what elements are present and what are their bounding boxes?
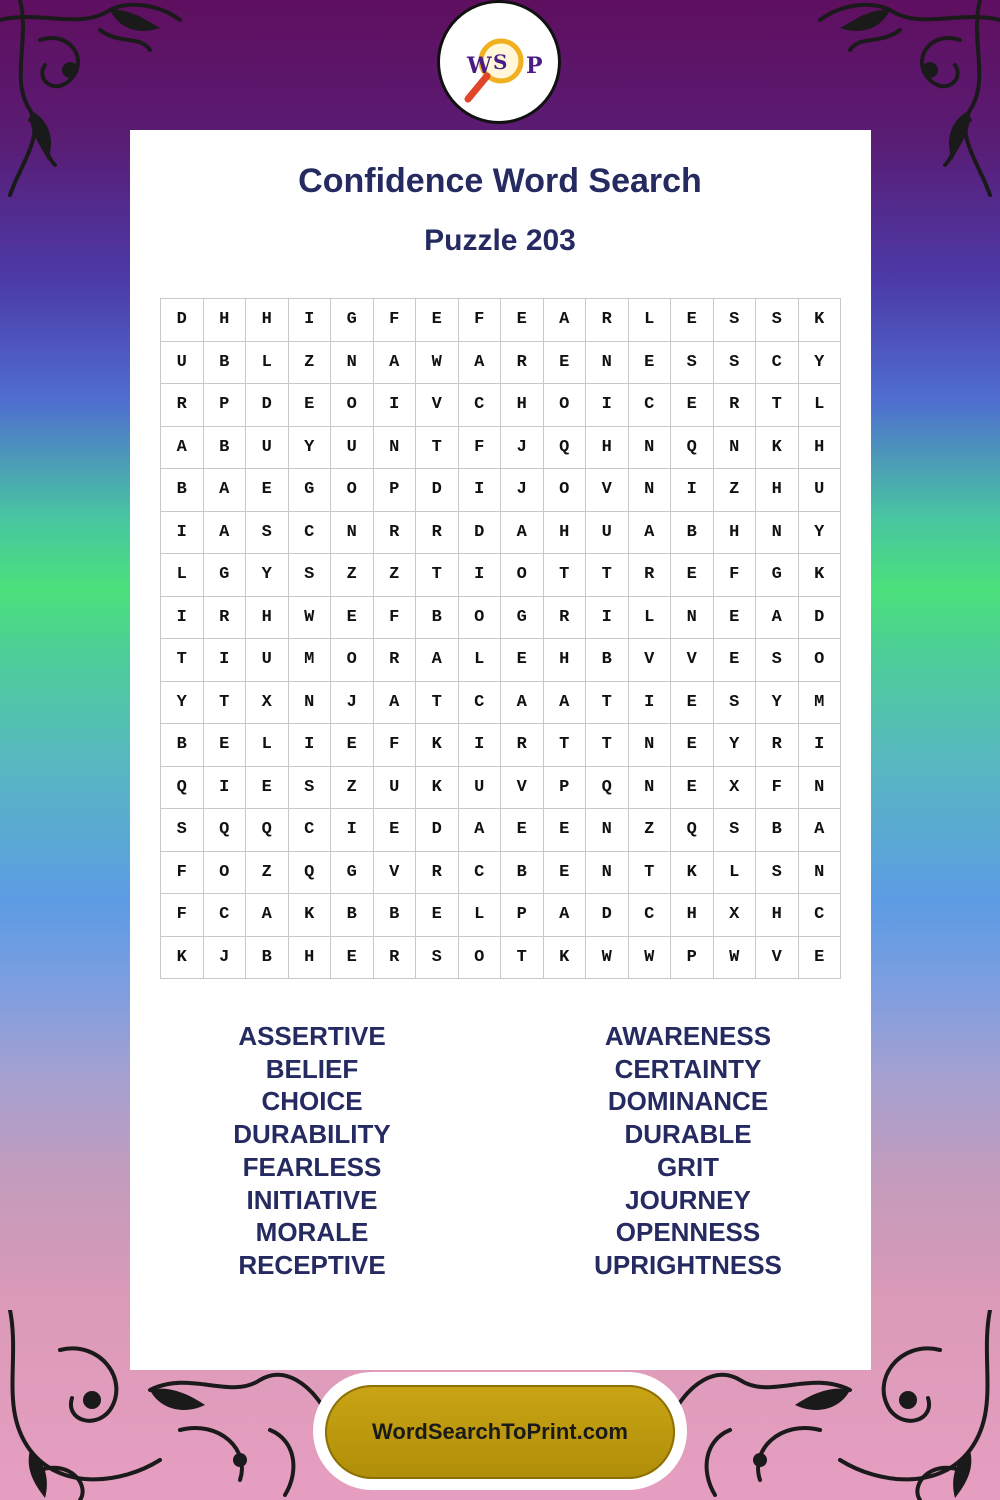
grid-cell: V [756,936,799,979]
grid-cell: N [331,341,374,384]
grid-cell: K [416,766,459,809]
grid-cell: N [373,426,416,469]
grid-cell: V [373,851,416,894]
grid-row [161,681,841,724]
grid-cell: E [203,724,246,767]
grid-cell: E [671,299,714,342]
grid-cell: B [671,511,714,554]
grid-row [161,554,841,597]
grid-cell: N [586,809,629,852]
grid-cell: F [373,724,416,767]
grid-cell: H [543,639,586,682]
grid-cell: Z [628,809,671,852]
grid-cell: T [203,681,246,724]
grid-row [161,469,841,512]
grid-cell: E [671,554,714,597]
grid-row [161,299,841,342]
word-list-item: CERTAINTY [614,1053,762,1084]
grid-cell: I [798,724,841,767]
grid-cell: R [416,851,459,894]
grid-cell: K [288,894,331,937]
grid-cell: O [543,469,586,512]
grid-row [161,426,841,469]
grid-cell: E [501,809,544,852]
word-list-item: AWARENESS [604,1021,772,1051]
grid-cell: I [586,596,629,639]
grid-cell: U [458,766,501,809]
grid-cell: L [458,894,501,937]
grid-cell: A [161,426,204,469]
grid-cell: H [671,894,714,937]
grid-cell: J [331,681,374,724]
grid-cell: E [543,851,586,894]
grid-cell: H [798,426,841,469]
grid-cell: A [798,809,841,852]
grid-cell: Y [288,426,331,469]
grid-cell: U [798,469,841,512]
grid-cell: Q [161,766,204,809]
grid-cell: C [458,681,501,724]
grid-cell: B [161,724,204,767]
grid-cell: Q [288,851,331,894]
word-list-item: GRIT [656,1151,720,1182]
grid-cell: R [501,724,544,767]
grid-cell: R [416,511,459,554]
grid-cell: L [628,299,671,342]
grid-cell: G [756,554,799,597]
grid-cell: A [416,639,459,682]
grid-cell: A [756,596,799,639]
grid-cell: R [628,554,671,597]
grid-cell: S [416,936,459,979]
grid-cell: E [671,681,714,724]
grid-cell: B [161,469,204,512]
grid-cell: S [671,341,714,384]
grid-cell: T [586,681,629,724]
grid-cell: T [501,936,544,979]
grid-cell: Q [543,426,586,469]
grid-cell: V [416,384,459,427]
grid-cell: E [798,936,841,979]
grid-cell: S [161,809,204,852]
grid-cell: P [203,384,246,427]
grid-row [161,851,841,894]
grid-cell: O [798,639,841,682]
grid-cell: I [671,469,714,512]
grid-cell: Z [331,554,374,597]
grid-cell: C [458,384,501,427]
grid-cell: S [756,639,799,682]
grid-cell: Z [246,851,289,894]
grid-cell: S [713,681,756,724]
grid-cell: S [713,299,756,342]
grid-cell: Y [161,681,204,724]
grid-cell: R [161,384,204,427]
grid-cell: B [586,639,629,682]
grid-cell: X [713,766,756,809]
grid-cell: H [756,469,799,512]
grid-cell: H [288,936,331,979]
grid-cell: R [713,384,756,427]
grid-cell: Y [713,724,756,767]
grid-cell: E [331,724,374,767]
grid-cell: O [203,851,246,894]
grid-cell: B [203,426,246,469]
grid-cell: E [543,341,586,384]
grid-cell: Y [798,341,841,384]
site-link[interactable]: WordSearchToPrint.com [325,1385,675,1479]
grid-cell: T [543,724,586,767]
grid-cell: H [543,511,586,554]
grid-cell: H [203,299,246,342]
grid-cell: C [288,809,331,852]
word-list-item: ASSERTIVE [238,1021,386,1051]
grid-cell: R [586,299,629,342]
logo-letter-w: W [467,53,492,79]
grid-cell: O [331,384,374,427]
word-list-right [538,1020,838,1282]
grid-cell: L [798,384,841,427]
grid-cell: K [161,936,204,979]
word-list-item: MORALE [255,1217,369,1248]
word-list-item: JOURNEY [625,1184,751,1215]
grid-cell: T [586,554,629,597]
grid-cell: I [161,511,204,554]
grid-cell: C [288,511,331,554]
grid-cell: F [458,299,501,342]
grid-cell: S [756,299,799,342]
grid-cell: B [331,894,374,937]
grid-cell: E [713,596,756,639]
word-list-item: DURABILITY [233,1119,391,1150]
grid-cell: M [288,639,331,682]
grid-cell: B [246,936,289,979]
grid-cell: C [203,894,246,937]
grid-cell: E [288,384,331,427]
grid-cell: K [416,724,459,767]
grid-cell: A [543,299,586,342]
grid-cell: W [586,936,629,979]
grid-cell: A [246,894,289,937]
word-list-item: RECEPTIVE [238,1249,386,1280]
grid-cell: H [246,596,289,639]
grid-cell: H [246,299,289,342]
word-list-item: UPRIGHTNESS [594,1249,782,1280]
grid-cell: F [458,426,501,469]
grid-cell: N [586,341,629,384]
grid-cell: L [246,724,289,767]
grid-cell: H [501,384,544,427]
grid-cell: D [416,469,459,512]
grid-cell: A [458,341,501,384]
grid-cell: E [543,809,586,852]
grid-cell: H [586,426,629,469]
grid-cell: E [246,766,289,809]
grid-cell: E [373,809,416,852]
grid-cell: T [416,681,459,724]
grid-cell: I [161,596,204,639]
word-list-item: DURABLE [624,1119,752,1150]
word-list-item: OPENNESS [615,1217,761,1248]
grid-cell: H [756,894,799,937]
grid-cell: N [628,426,671,469]
grid-cell: W [416,341,459,384]
grid-cell: N [798,766,841,809]
grid-cell: B [203,341,246,384]
grid-cell: O [458,936,501,979]
grid-cell: A [628,511,671,554]
grid-cell: B [756,809,799,852]
grid-cell: R [203,596,246,639]
grid-row [161,936,841,979]
grid-cell: D [586,894,629,937]
grid-cell: I [458,554,501,597]
grid-row [161,341,841,384]
grid-cell: E [671,384,714,427]
grid-cell: N [713,426,756,469]
grid-cell: I [288,724,331,767]
grid-cell: F [161,851,204,894]
grid-cell: A [543,681,586,724]
grid-cell: A [501,511,544,554]
grid-cell: G [501,596,544,639]
grid-cell: U [373,766,416,809]
grid-cell: Y [246,554,289,597]
grid-cell: H [713,511,756,554]
grid-cell: E [331,936,374,979]
grid-cell: A [373,341,416,384]
grid-cell: I [586,384,629,427]
grid-cell: I [458,469,501,512]
grid-cell: N [756,511,799,554]
grid-cell: U [246,639,289,682]
grid-cell: K [756,426,799,469]
magnifier-icon [440,3,558,121]
grid-cell: C [458,851,501,894]
word-list-left [162,1020,462,1282]
grid-cell: T [586,724,629,767]
grid-cell: N [628,724,671,767]
grid-row [161,384,841,427]
grid-row [161,809,841,852]
grid-cell: S [288,766,331,809]
grid-cell: E [671,724,714,767]
puzzle-number: Puzzle 203 [424,224,576,257]
grid-cell: N [671,596,714,639]
grid-cell: M [798,681,841,724]
grid-row [161,894,841,937]
logo-letter-s: S [493,50,508,74]
word-list-item: CHOICE [261,1086,363,1117]
grid-cell: N [628,766,671,809]
grid-cell: X [246,681,289,724]
grid-cell: Z [331,766,374,809]
grid-cell: Y [798,511,841,554]
grid-cell: E [501,639,544,682]
grid-cell: R [373,639,416,682]
grid-cell: G [203,554,246,597]
grid-cell: S [288,554,331,597]
grid-cell: G [331,299,374,342]
grid-cell: D [246,384,289,427]
grid-cell: T [161,639,204,682]
grid-cell: D [161,299,204,342]
grid-cell: S [756,851,799,894]
grid-cell: Q [246,809,289,852]
grid-cell: N [331,511,374,554]
grid-cell: Z [288,341,331,384]
grid-cell: E [331,596,374,639]
letter-grid [160,298,841,979]
grid-cell: W [288,596,331,639]
grid-cell: K [543,936,586,979]
grid-cell: T [756,384,799,427]
grid-cell: F [373,596,416,639]
grid-row [161,724,841,767]
grid-cell: F [713,554,756,597]
grid-cell: N [798,851,841,894]
grid-cell: K [671,851,714,894]
grid-cell: E [246,469,289,512]
grid-cell: U [246,426,289,469]
grid-cell: P [501,894,544,937]
grid-cell: F [756,766,799,809]
grid-cell: F [161,894,204,937]
page-title: Confidence Word Search [298,162,702,200]
grid-cell: L [628,596,671,639]
grid-cell: Q [671,426,714,469]
grid-cell: C [756,341,799,384]
grid-cell: T [543,554,586,597]
grid-cell: O [458,596,501,639]
grid-cell: I [628,681,671,724]
grid-cell: I [373,384,416,427]
grid-cell: S [713,341,756,384]
grid-cell: W [713,936,756,979]
grid-cell: B [416,596,459,639]
grid-row [161,596,841,639]
grid-cell: Q [203,809,246,852]
grid-cell: Y [756,681,799,724]
word-list-item: DOMINANCE [607,1086,769,1117]
grid-cell: V [671,639,714,682]
grid-cell: P [373,469,416,512]
grid-cell: A [203,511,246,554]
grid-cell: N [288,681,331,724]
grid-cell: A [543,894,586,937]
grid-cell: Z [373,554,416,597]
grid-cell: R [756,724,799,767]
grid-cell: U [331,426,374,469]
grid-cell: E [416,894,459,937]
grid-cell: K [798,554,841,597]
grid-cell: D [798,596,841,639]
grid-cell: A [458,809,501,852]
grid-cell: E [501,299,544,342]
grid-cell: B [373,894,416,937]
grid-cell: X [713,894,756,937]
grid-row [161,511,841,554]
grid-cell: L [246,341,289,384]
grid-cell: P [543,766,586,809]
word-list-item: INITIATIVE [246,1184,378,1215]
grid-cell: E [416,299,459,342]
grid-cell: T [416,554,459,597]
grid-cell: I [203,766,246,809]
grid-cell: Q [586,766,629,809]
grid-cell: N [628,469,671,512]
grid-cell: A [373,681,416,724]
grid-cell: U [161,341,204,384]
grid-cell: C [628,894,671,937]
grid-cell: R [543,596,586,639]
grid-cell: G [331,851,374,894]
grid-cell: J [501,469,544,512]
grid-cell: R [373,936,416,979]
grid-cell: D [458,511,501,554]
grid-cell: Q [671,809,714,852]
wsp-logo [437,0,561,124]
grid-cell: F [373,299,416,342]
grid-cell: B [501,851,544,894]
grid-cell: E [713,639,756,682]
grid-cell: C [628,384,671,427]
grid-row [161,639,841,682]
grid-cell: S [246,511,289,554]
grid-cell: J [203,936,246,979]
grid-cell: O [501,554,544,597]
grid-cell: E [671,766,714,809]
grid-cell: A [501,681,544,724]
grid-cell: O [331,469,374,512]
grid-cell: E [628,341,671,384]
word-list-item: FEARLESS [242,1151,382,1182]
grid-cell: T [416,426,459,469]
grid-cell: V [628,639,671,682]
grid-cell: L [161,554,204,597]
grid-cell: O [331,639,374,682]
grid-cell: U [586,511,629,554]
grid-cell: Z [713,469,756,512]
grid-cell: A [203,469,246,512]
grid-cell: P [671,936,714,979]
grid-cell: V [586,469,629,512]
grid-cell: I [331,809,374,852]
grid-cell: I [458,724,501,767]
grid-cell: T [628,851,671,894]
grid-row [161,766,841,809]
grid-cell: N [586,851,629,894]
grid-cell: V [501,766,544,809]
logo-letter-p: P [526,53,543,79]
grid-cell: W [628,936,671,979]
grid-cell: R [373,511,416,554]
grid-cell: C [798,894,841,937]
grid-cell: I [203,639,246,682]
grid-cell: L [713,851,756,894]
word-list-item: BELIEF [265,1053,359,1084]
grid-cell: D [416,809,459,852]
grid-cell: K [798,299,841,342]
grid-cell: R [501,341,544,384]
grid-cell: O [543,384,586,427]
grid-cell: I [288,299,331,342]
grid-cell: J [501,426,544,469]
grid-cell: L [458,639,501,682]
grid-cell: S [713,809,756,852]
grid-cell: G [288,469,331,512]
